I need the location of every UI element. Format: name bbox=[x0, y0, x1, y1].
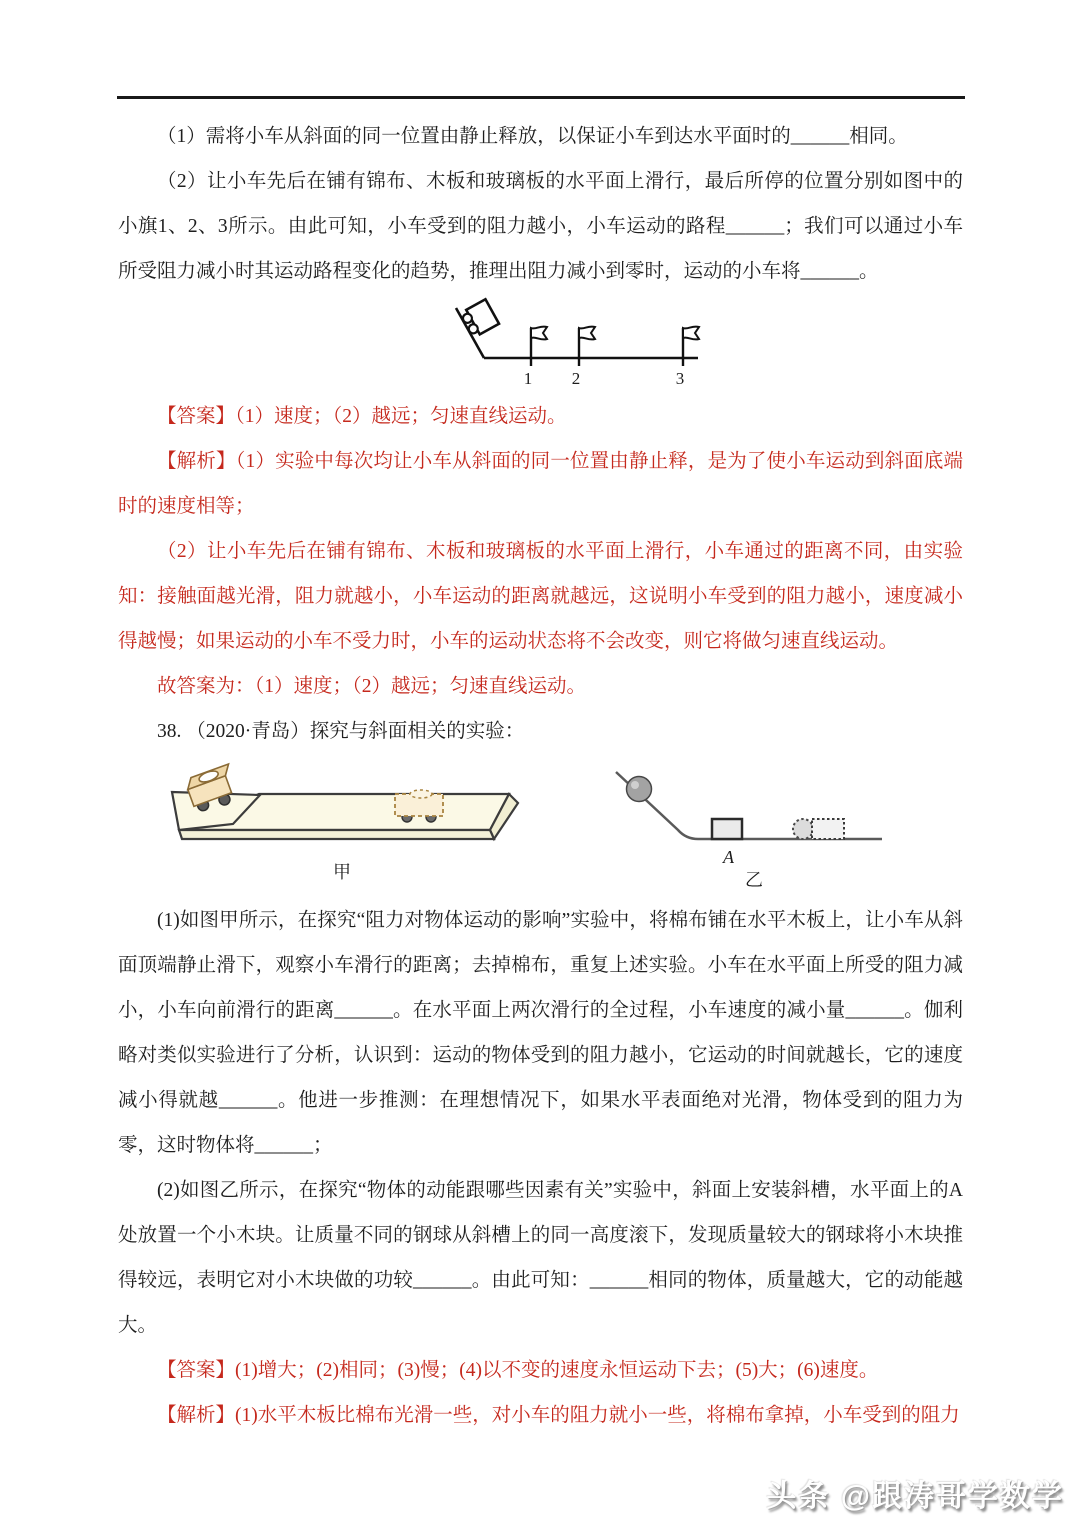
prev-question-analysis-3: 故答案为：（1）速度；（2）越远；匀速直线运动。 bbox=[157, 676, 587, 697]
figure-row-q38 bbox=[118, 756, 963, 896]
steel-ball-icon bbox=[627, 777, 652, 802]
question-38-answer: 【答案】(1)增大；(2)相同；(3)慢；(4)以不变的速度永恒运动下去；(5)大；(6)速度。 bbox=[157, 1360, 879, 1381]
prev-question-part2: （2）让小车先后在铺有锦布、木板和玻璃板的水平面上滑行，最后所停的位置分别如图中的小旗1、2、3所示。由此可知，小车受到的阻力越小，小车运动的路程______；我们可以通过小车所受阻力减小时其运动路程变化的趋势，推理出阻力减小到零时，运动的小车将______。 bbox=[118, 171, 963, 282]
flag-icon-2 bbox=[579, 327, 595, 366]
dashed-block-icon bbox=[812, 819, 844, 839]
prev-question-analysis-1: 【解析】（1）实验中每次均让小车从斜面的同一位置由静止释，是为了使小车运动到斜面底端时的速度相等； bbox=[118, 451, 963, 517]
question-38-part1: (1)如图甲所示，在探究“阻力对物体运动的影响”实验中，将棉布铺在水平木板上，让小车从斜面顶端静止滑下，观察小车滑行的距离；去掉棉布，重复上述实验。小车在水平面上所受的阻力减小，小车向前滑行的距离______。在水平面上两次滑行的全过程，小车速度的减小量______。伽利略对类似实验进行了分析，认识到：运动的物体受到的阻力越小，它运动的时间就越长，它的速度减小得就越______。他进一步推测：在理想情况下，如果水平表面绝对光滑，物体受到的阻力为零，这时物体将______； bbox=[118, 910, 963, 1156]
document-body bbox=[118, 114, 963, 1438]
figure-jia-board-diagram bbox=[124, 758, 574, 886]
dashed-ball-icon bbox=[793, 819, 813, 839]
prev-question-analysis-2: （2）让小车先后在铺有锦布、木板和玻璃板的水平面上滑行，小车通过的距离不同，由实验知：接触面越光滑，阻力就越小，小车运动的距离就越远，这说明小车受到的阻力越小，速度减小得越慢；如果运动的小车不受力时，小车的运动状态将不会改变，则它将做匀速直线运动。 bbox=[118, 541, 963, 652]
header-rule bbox=[117, 96, 965, 99]
figure-incline-flags bbox=[118, 296, 963, 392]
ball-highlight bbox=[631, 781, 639, 789]
question-38-analysis: 【解析】(1)水平木板比棉布光滑一些，对小车的阻力就小一些，将棉布拿掉，小车受到的阻力 bbox=[157, 1405, 960, 1426]
prev-question-answer: 【答案】（1）速度；（2）越远；匀速直线运动。 bbox=[157, 406, 567, 427]
incline-flags-diagram bbox=[416, 296, 706, 390]
figure-jia-caption: 甲 bbox=[333, 862, 351, 882]
prev-question-part1: （1）需将小车从斜面的同一位置由静止释放，以保证小车到达水平面时的______相同。 bbox=[157, 126, 908, 147]
flag-label-2: 2 bbox=[571, 369, 580, 388]
figure-yi-caption: 乙 bbox=[745, 870, 763, 890]
flag-label-3: 3 bbox=[675, 369, 684, 388]
flag-icon-1 bbox=[531, 327, 547, 366]
question-38-part2: (2)如图乙所示，在探究“物体的动能跟哪些因素有关”实验中，斜面上安装斜槽，水平面上的A处放置一个小木块。让质量不同的钢球从斜槽上的同一高度滚下，发现质量较大的钢球将小木块推得较远，表明它对小木块做的功较______。由此可知：______相同的物体，质量越大，它的动能越大。 bbox=[118, 1180, 963, 1336]
point-a-label: A bbox=[723, 847, 734, 867]
flag-icon-3 bbox=[683, 327, 699, 366]
board-front-edge bbox=[179, 830, 494, 839]
figure-yi-ramp-diagram bbox=[596, 760, 926, 890]
question-38-title: 38. （2020·青岛）探究与斜面相关的实验： bbox=[157, 721, 525, 742]
wood-block bbox=[712, 819, 742, 839]
watermark: 头条 @跟涛哥学数学 bbox=[766, 1480, 1064, 1513]
flag-label-1: 1 bbox=[523, 369, 532, 388]
cart-icon bbox=[459, 299, 498, 338]
